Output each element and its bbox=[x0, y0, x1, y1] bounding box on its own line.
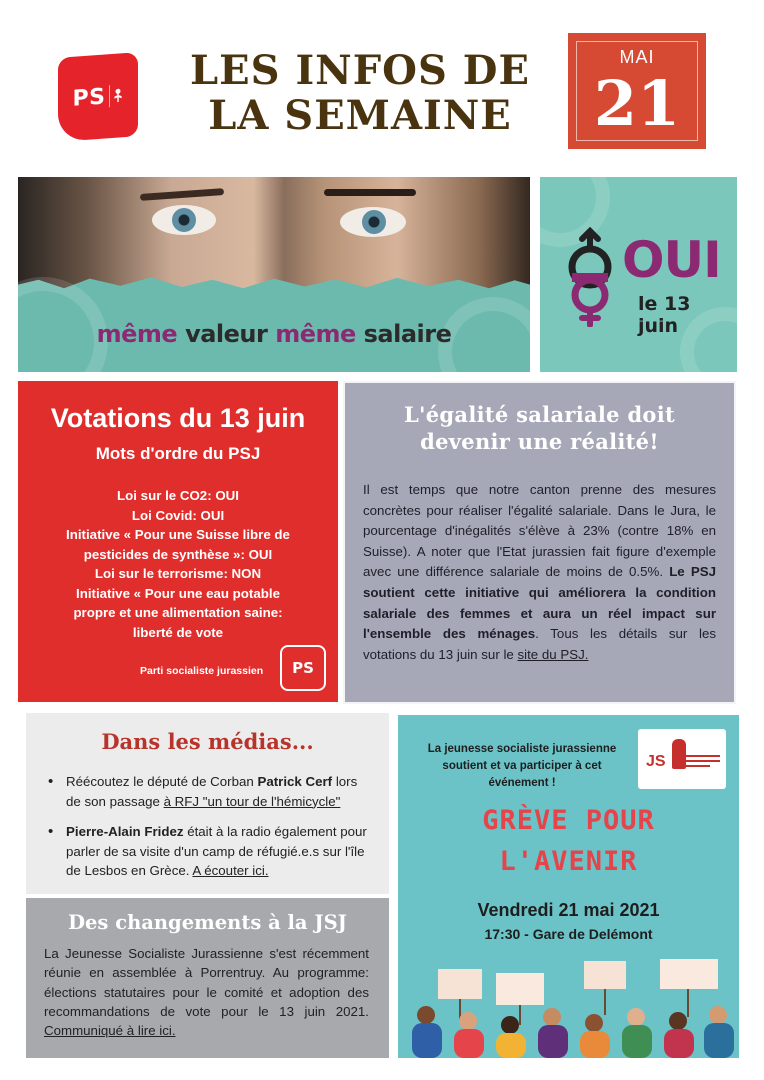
media-name: Pierre-Alain Fridez bbox=[66, 824, 184, 839]
media-item bbox=[48, 822, 375, 881]
equality-bold-text: Le PSJ soutient cette initiative qui améliorera la condition salariale des femmes et aura un réel impact sur l'ensemble des ménages bbox=[363, 564, 716, 642]
ps-small-logo bbox=[280, 645, 326, 691]
vote-item: Initiative « Pour une eau potable bbox=[76, 585, 280, 601]
logo-line bbox=[686, 765, 710, 767]
date-month: MAI bbox=[619, 47, 655, 67]
equality-title bbox=[345, 401, 734, 455]
psj-site-link[interactable]: site du PSJ. bbox=[517, 646, 589, 662]
ps-small-logo-text: PS bbox=[292, 659, 314, 677]
media-title: Dans les médias... bbox=[101, 729, 314, 754]
jsj-section bbox=[26, 898, 389, 1058]
equality-text: Il est temps que notre canton prenne des mesures concrètes pour réaliser l'égalité salariale. Dans le Jura, le pourcentage d'inégalités s'élève à 23% (contre 18% en Suisse). A noter que l'Etat jurassien fait figure d'exemple avec une différence salariale de moins de 0.5%. bbox=[363, 482, 716, 580]
ps-logo-text: PS bbox=[72, 83, 106, 112]
slogan-part: même bbox=[275, 320, 364, 348]
media-text: lors de son passage bbox=[66, 774, 358, 809]
slogan-part: même bbox=[96, 320, 186, 348]
media-text: Réécoutez le député de Corban bbox=[66, 774, 258, 789]
media-list bbox=[48, 772, 375, 881]
gender-symbol-icon bbox=[558, 227, 622, 327]
poster-place: 17:30 - Gare de Delémont bbox=[484, 926, 653, 942]
page-title bbox=[160, 48, 560, 138]
protest-crowd-illustration bbox=[398, 951, 739, 1058]
eye-right bbox=[340, 207, 406, 237]
strike-poster bbox=[398, 715, 739, 1058]
date-badge bbox=[568, 33, 706, 149]
media-section bbox=[26, 713, 389, 894]
date-day: 21 bbox=[593, 67, 681, 140]
poster-headline-2: L'AVENIR bbox=[499, 846, 638, 877]
jsj-body bbox=[44, 944, 369, 1040]
equality-article bbox=[343, 381, 736, 704]
equality-title-line-2: devenir une réalité! bbox=[420, 429, 659, 454]
oui-13-juin-visual bbox=[540, 177, 737, 372]
party-name: Parti socialiste jurassien bbox=[140, 665, 264, 677]
rfj-link[interactable]: à RFJ "un tour de l'hémicycle" bbox=[163, 793, 341, 809]
rose-icon bbox=[109, 84, 123, 107]
votations-box bbox=[18, 381, 338, 702]
jsj-logo-text: JS bbox=[646, 753, 666, 770]
vote-item: propre et une alimentation saine: bbox=[73, 605, 283, 620]
rose-icon bbox=[672, 739, 686, 769]
media-item bbox=[48, 772, 375, 811]
logo-line bbox=[686, 760, 720, 762]
oui-word: OUI bbox=[622, 231, 721, 289]
equal-pay-banner bbox=[18, 177, 530, 372]
poster-intro: La jeunesse socialiste jurassienne soutient et va participer à cet événement ! bbox=[427, 743, 617, 789]
poster-date: Vendredi 21 mai 2021 bbox=[477, 900, 660, 920]
votations-list bbox=[18, 486, 338, 642]
eyebrow-right bbox=[324, 189, 416, 196]
oui-date: le 13 juin bbox=[638, 293, 691, 337]
media-name: Patrick Cerf bbox=[257, 774, 333, 789]
communique-link[interactable]: Communiqué à lire ici. bbox=[44, 1023, 176, 1039]
jsj-logo bbox=[638, 729, 726, 789]
slogan-part: valeur bbox=[185, 320, 276, 348]
listen-link[interactable]: A écouter ici. bbox=[192, 863, 269, 878]
equality-text-2: . Tous les détails sur les votations du 13 juin sur le bbox=[363, 626, 717, 662]
votations-subtitle: Mots d'ordre du PSJ bbox=[95, 444, 261, 463]
jsj-title: Des changements à la JSJ bbox=[68, 911, 347, 934]
vote-item: Loi Covid: OUI bbox=[131, 507, 225, 523]
poster-headline-1: GRÈVE POUR bbox=[482, 805, 655, 836]
eye-left bbox=[152, 205, 216, 235]
faces-photo bbox=[18, 177, 530, 289]
equality-title-line-1: L'égalité salariale doit bbox=[403, 402, 676, 427]
vote-item: Initiative « Pour une Suisse libre de bbox=[66, 527, 290, 542]
banner-slogan bbox=[18, 320, 530, 348]
vote-item: Loi sur le CO2: OUI bbox=[117, 488, 239, 503]
votations-title: Votations du 13 juin bbox=[50, 403, 306, 433]
vote-item: Loi sur le terrorisme: NON bbox=[94, 566, 262, 581]
media-text: était à la radio également pour parler de sa visite d'un camp de réfugié.e.s sur l'île de Lesbos en Grèce. bbox=[66, 824, 367, 878]
slogan-part: salaire bbox=[363, 320, 452, 348]
vote-item: liberté de vote bbox=[132, 624, 224, 640]
title-line-1: LES INFOS DE bbox=[190, 47, 530, 94]
eyebrow-left bbox=[140, 188, 224, 201]
vote-item: pesticides de synthèse »: OUI bbox=[83, 546, 273, 562]
logo-line bbox=[686, 755, 720, 757]
equality-body bbox=[363, 480, 716, 665]
title-line-2: LA SEMAINE bbox=[208, 92, 512, 139]
ps-logo bbox=[58, 52, 138, 142]
jsj-text: La Jeunesse Socialiste Jurassienne s'est récemment réunie en assemblée à Porrentruy. Au programme: élections statutaires pour le comité et adoption des recommandations de vote pour le 13 juin 2021. bbox=[44, 946, 369, 1019]
